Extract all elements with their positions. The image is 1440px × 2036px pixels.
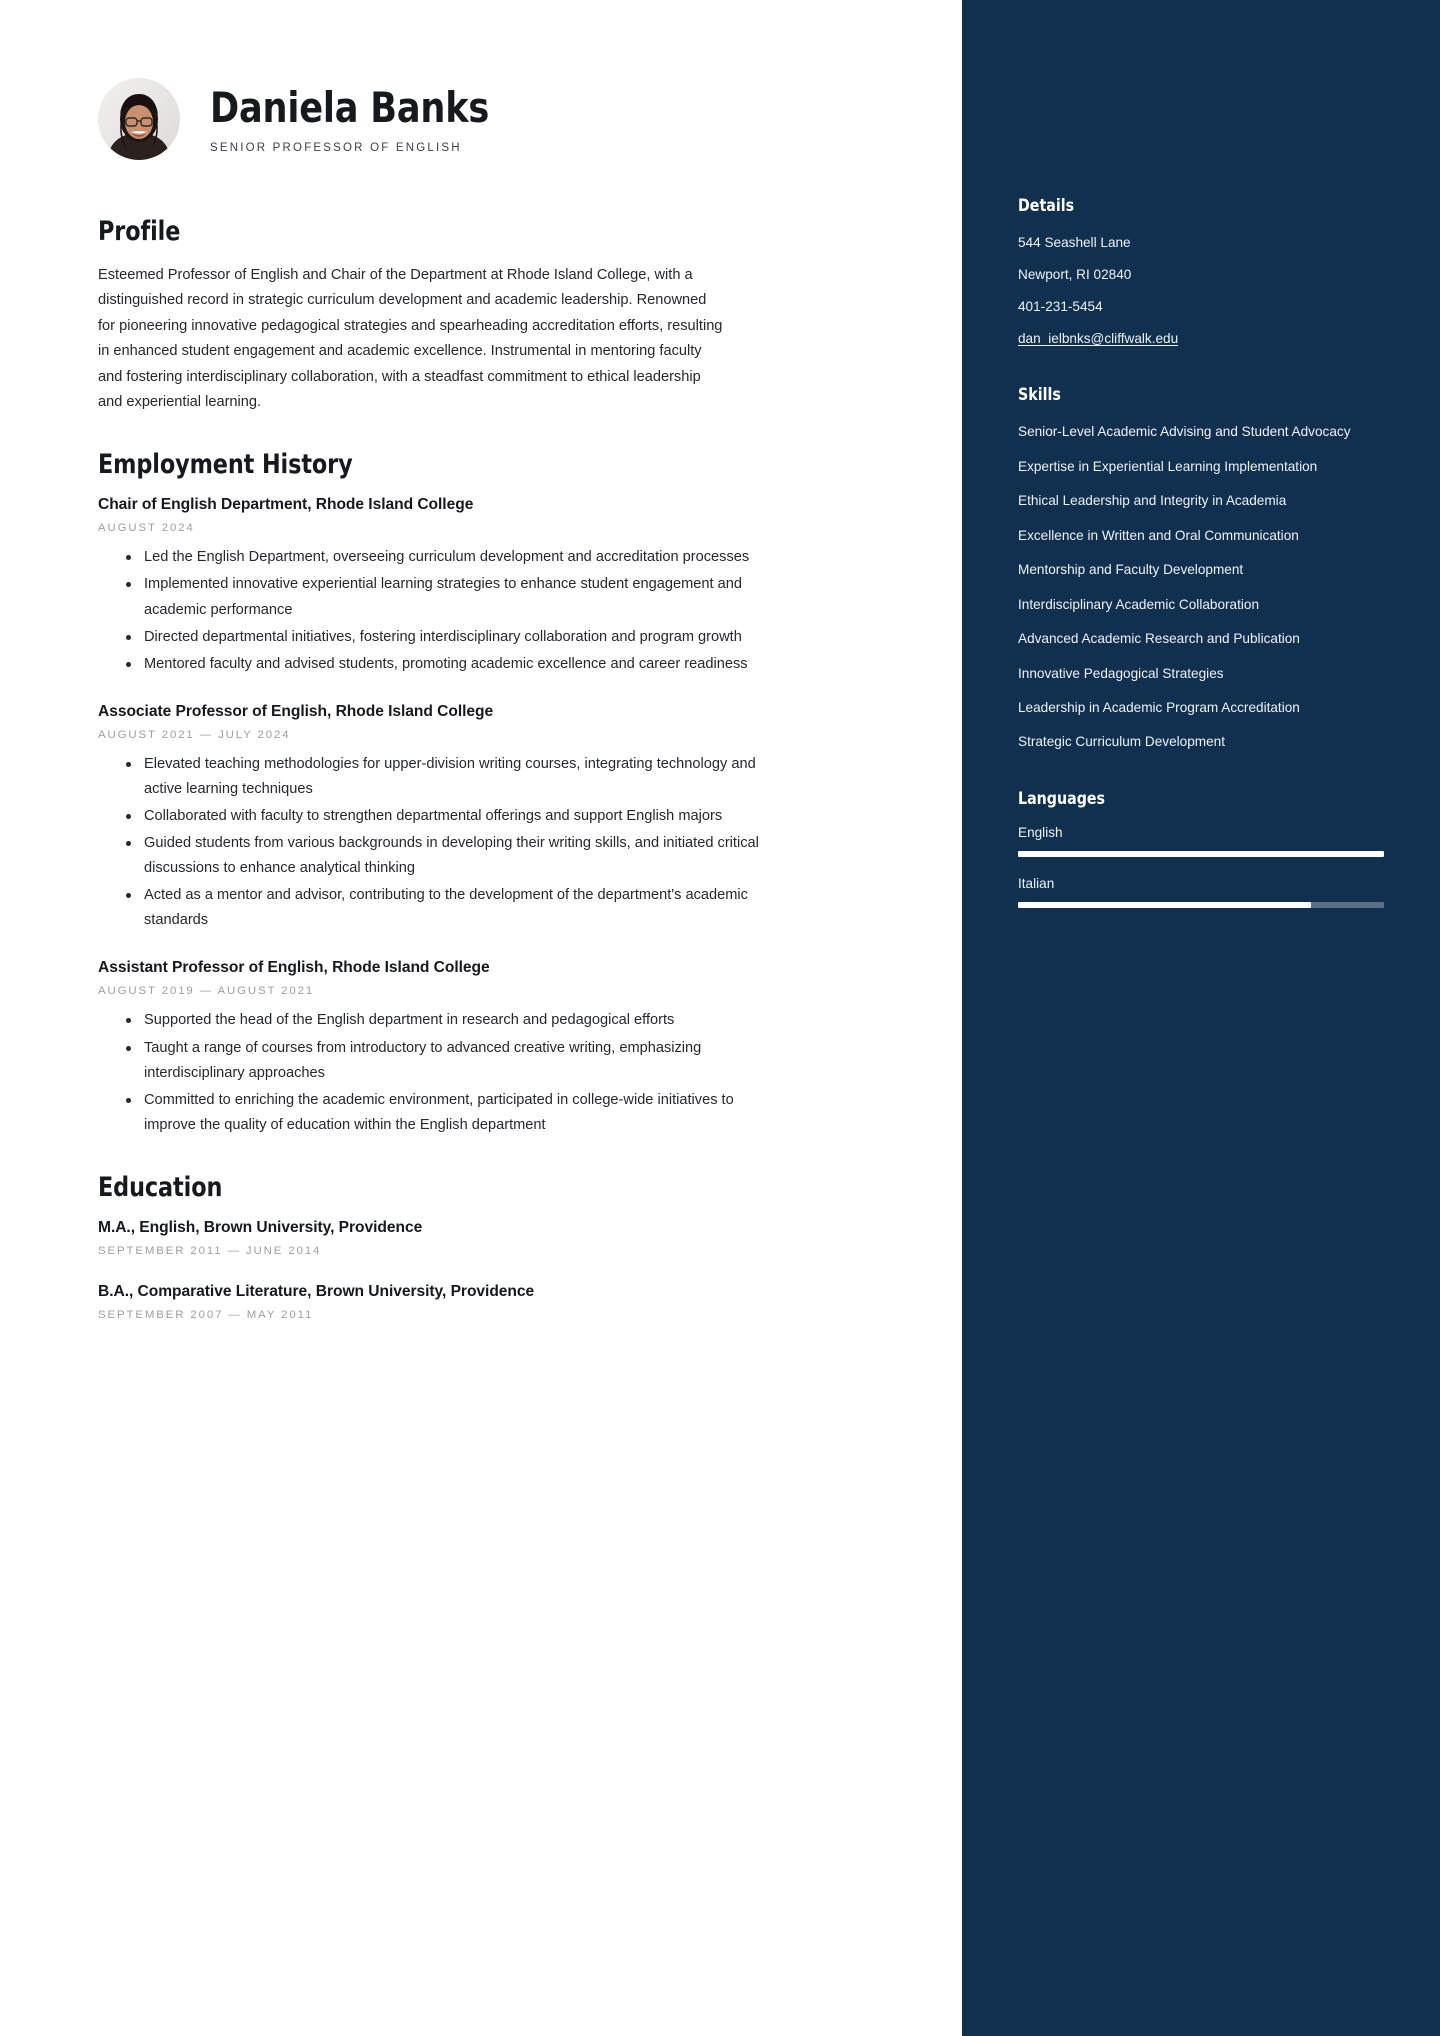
skills-list xyxy=(1018,421,1384,753)
language-level-bar xyxy=(1018,902,1384,908)
bullet-item: Supported the head of the English department in research and pedagogical efforts xyxy=(98,1008,768,1033)
skill-item: Leadership in Academic Program Accreditation xyxy=(1018,700,1300,715)
skills-heading: Skills xyxy=(1018,385,1061,406)
address-line-1: 544 Seashell Lane xyxy=(1018,235,1131,250)
education-entry-title: B.A., Comparative Literature, Brown University, Providence xyxy=(98,1282,535,1300)
employment-entry-title: Associate Professor of English, Rhode Island College xyxy=(98,702,494,720)
employment-entry-title: Chair of English Department, Rhode Island College xyxy=(98,496,474,514)
skill-item: Advanced Academic Research and Publication xyxy=(1018,631,1300,647)
language-name: Italian xyxy=(1018,875,1055,891)
education-section xyxy=(98,1172,890,1321)
skill-item: Expertise in Experiential Learning Implementation xyxy=(1018,458,1318,474)
education-entry-date: SEPTEMBER 2007 — MAY 2011 xyxy=(98,1308,314,1321)
employment-entry xyxy=(98,496,890,676)
phone-number: 401-231-5454 xyxy=(1018,299,1103,315)
employment-bullet-list xyxy=(98,545,890,676)
employment-entry xyxy=(98,959,890,1137)
languages-section xyxy=(1018,789,1384,908)
email-line xyxy=(1018,328,1384,349)
languages-list xyxy=(1018,825,1384,908)
bullet-item: Taught a range of courses from introductory to advanced creative writing, emphasizing interdisciplinary approaches xyxy=(98,1036,768,1086)
resume-header xyxy=(98,78,890,160)
bullet-item: Elevated teaching methodologies for upper-division writing courses, integrating technology and active learning techniques xyxy=(98,752,768,802)
language-item xyxy=(1018,825,1384,857)
employment-bullet-list xyxy=(98,1008,890,1137)
sidebar xyxy=(962,0,1440,2036)
details-heading: Details xyxy=(1018,196,1075,216)
page-title: Daniela Banks xyxy=(210,83,490,133)
language-item xyxy=(1018,876,1384,908)
employment-section xyxy=(98,449,890,1138)
language-level-fill xyxy=(1018,902,1311,908)
name-block xyxy=(210,84,510,153)
employment-entry-date: AUGUST 2019 — AUGUST 2021 xyxy=(98,985,315,998)
bullet-item: Led the English Department, overseeing curriculum development and accreditation processes xyxy=(98,545,768,570)
job-title: SENIOR PROFESSOR OF ENGLISH xyxy=(210,141,462,154)
employment-bullet-list xyxy=(98,752,890,934)
skill-item: Mentorship and Faculty Development xyxy=(1018,562,1244,578)
email-link[interactable]: dan_ielbnks@cliffwalk.edu xyxy=(1018,331,1179,347)
employment-entry-date: AUGUST 2024 xyxy=(98,522,195,535)
education-entry xyxy=(98,1283,890,1321)
languages-heading: Languages xyxy=(1018,788,1105,809)
portrait-photo-icon xyxy=(98,78,180,160)
language-level-fill xyxy=(1018,851,1384,857)
education-entry-date: SEPTEMBER 2011 — JUNE 2014 xyxy=(98,1244,322,1257)
education-entry xyxy=(98,1219,890,1257)
bullet-item: Implemented innovative experiential learning strategies to enhance student engagement and academic performance xyxy=(98,572,768,622)
education-entry-title: M.A., English, Brown University, Providence xyxy=(98,1218,423,1236)
details-section xyxy=(1018,196,1384,349)
skill-item: Excellence in Written and Oral Communication xyxy=(1018,527,1299,543)
profile-section xyxy=(98,216,890,415)
language-name: English xyxy=(1018,824,1063,840)
bullet-item: Acted as a mentor and advisor, contributing to the development of the department's academic standards xyxy=(98,883,768,933)
employment-entry xyxy=(98,703,890,934)
avatar xyxy=(98,78,180,160)
employment-entry-title: Assistant Professor of English, Rhode Island College xyxy=(98,959,490,977)
skill-item: Interdisciplinary Academic Collaboration xyxy=(1018,596,1260,612)
bullet-item: Guided students from various backgrounds in developing their writing skills, and initiated critical discussions to enhance analytical thinking xyxy=(98,831,768,881)
bullet-item: Collaborated with faculty to strengthen departmental offerings and support English majors xyxy=(98,804,768,829)
bullet-item: Mentored faculty and advised students, promoting academic excellence and career readiness xyxy=(98,652,768,677)
profile-heading: Profile xyxy=(98,216,181,247)
skill-item: Strategic Curriculum Development xyxy=(1018,734,1226,750)
skill-item: Ethical Leadership and Integrity in Academia xyxy=(1018,493,1287,509)
education-entries xyxy=(98,1219,890,1321)
employment-entries xyxy=(98,496,890,1138)
skill-item: Senior-Level Academic Advising and Student Advocacy xyxy=(1018,424,1351,440)
language-level-bar xyxy=(1018,851,1384,857)
employment-heading: Employment History xyxy=(98,449,353,481)
bullet-item: Committed to enriching the academic environment, participated in college-wide initiatives to improve the quality of education within the English department xyxy=(98,1088,768,1138)
bullet-item: Directed departmental initiatives, fostering interdisciplinary collaboration and program growth xyxy=(98,625,768,650)
skill-item: Innovative Pedagogical Strategies xyxy=(1018,665,1224,681)
skills-section xyxy=(1018,385,1384,753)
address-line-2: Newport, RI 02840 xyxy=(1018,267,1132,283)
employment-entry-date: AUGUST 2021 — JULY 2024 xyxy=(98,728,291,741)
profile-text: Esteemed Professor of English and Chair of the Department at Rhode Island College, with a distinguished record in strategic curriculum development and academic leadership. Renowned for pioneering innovative pedagogical strategies and spearheading accreditation efforts, resulting in enhanced student engagement and academic excellence. Instrumental in mentoring faculty and fostering interdisciplinary collaboration, with a steadfast commitment to ethical leadership and experiential learning. xyxy=(98,267,723,410)
education-heading: Education xyxy=(98,1171,223,1203)
